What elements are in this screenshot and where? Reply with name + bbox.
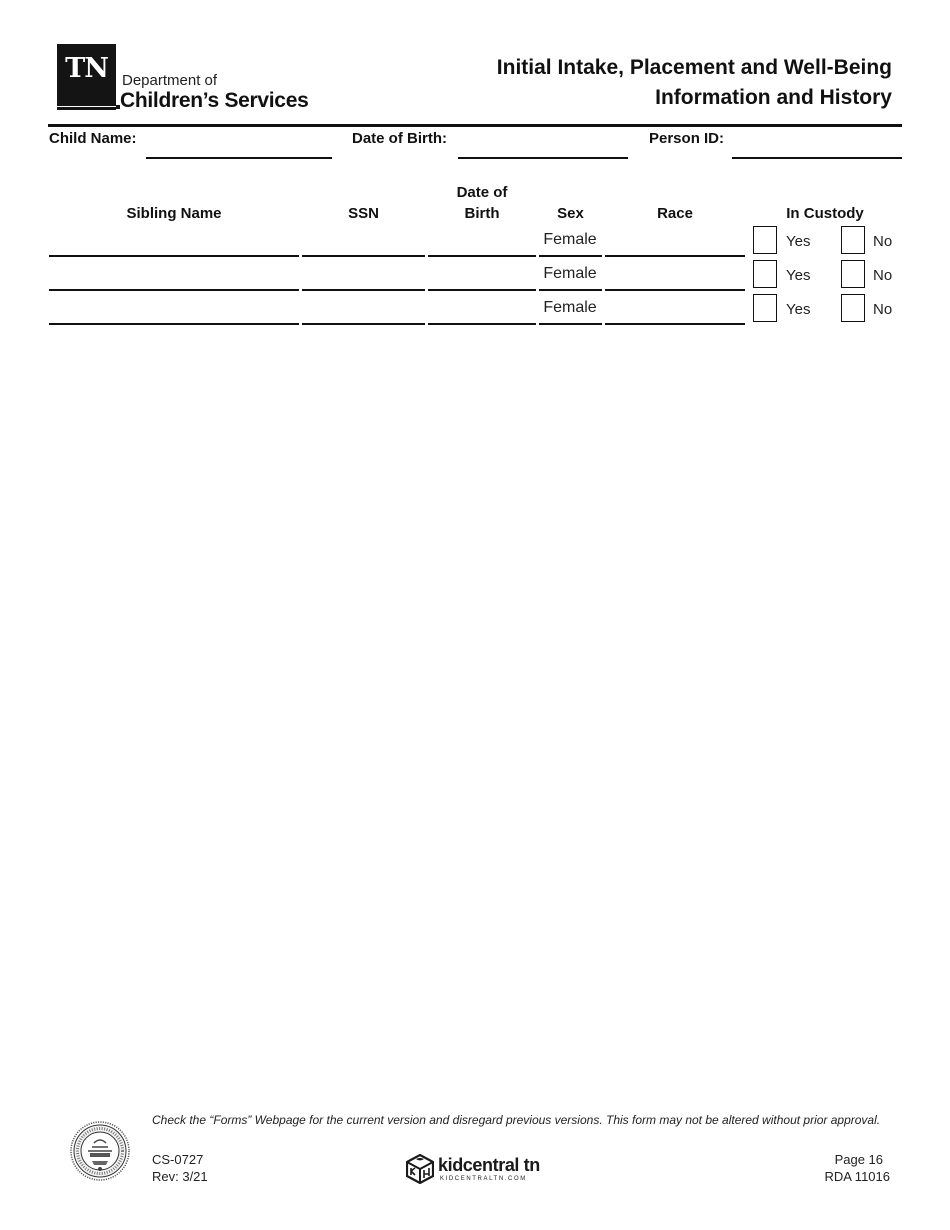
kidcentral-cube-icon [406,1154,434,1184]
sibling-dob-field[interactable] [428,255,536,257]
custody-no-label: No [873,267,893,284]
sibling-name-field[interactable] [49,323,299,325]
state-seal-icon [70,1121,130,1181]
revision-date: Rev: 3/21 [152,1169,208,1184]
child-name-field[interactable] [146,157,332,159]
custody-no-label: No [873,301,893,318]
forms-notice: Check the “Forms” Webpage for the current version and disregard previous versions. This form may not be altered without prior approval. [152,1113,881,1127]
custody-yes-label: Yes [786,301,811,318]
custody-no-checkbox[interactable] [841,294,865,322]
col-race: Race [657,205,693,222]
custody-yes-checkbox[interactable] [753,226,777,254]
sibling-sex-select[interactable]: Female [543,265,597,282]
dept-name: Children’s Services [120,89,309,112]
sibling-ssn-field[interactable] [302,255,425,257]
dept-prefix: Department of [122,72,218,89]
sibling-ssn-field[interactable] [302,323,425,325]
col-dob-line1: Date of [456,184,508,201]
dob-field[interactable] [458,157,628,159]
form-title-line2: Information and History [655,86,892,109]
custody-no-label: No [873,233,893,250]
custody-yes-checkbox[interactable] [753,260,777,288]
sex-underline [539,323,602,325]
col-in-custody: In Custody [786,205,864,222]
sibling-sex-select[interactable]: Female [543,231,597,248]
custody-no-checkbox[interactable] [841,226,865,254]
custody-no-checkbox[interactable] [841,260,865,288]
page-number: Page 16 [834,1152,883,1167]
person-id-label: Person ID: [649,130,725,147]
person-id-field[interactable] [732,157,902,159]
rda-number: RDA 11016 [824,1169,890,1184]
sibling-ssn-field[interactable] [302,289,425,291]
tn-logo-text: TN [65,53,108,84]
sex-underline [539,289,602,291]
col-dob-line2: Birth [464,205,500,222]
col-sibling-name: Sibling Name [126,205,222,222]
col-sex: Sex [557,205,584,222]
sibling-name-field[interactable] [49,289,299,291]
sibling-dob-field[interactable] [428,289,536,291]
logo-rule [57,103,116,106]
kidcentral-url: KIDCENTRALTN.COM [440,1176,527,1182]
logo-rule [57,107,116,110]
sex-underline [539,255,602,257]
sibling-race-field[interactable] [605,289,745,291]
kidcentral-wordmark: kidcentral tn [438,1155,540,1175]
col-ssn: SSN [348,205,379,222]
form-title-line1: Initial Intake, Placement and Well-Being [496,56,892,79]
sibling-dob-field[interactable] [428,323,536,325]
header-divider [48,124,902,127]
custody-yes-label: Yes [786,233,811,250]
sibling-race-field[interactable] [605,323,745,325]
dob-label: Date of Birth: [352,130,447,147]
sibling-race-field[interactable] [605,255,745,257]
sibling-name-field[interactable] [49,255,299,257]
sibling-sex-select[interactable]: Female [543,299,597,316]
form-number: CS-0727 [152,1152,204,1167]
custody-yes-checkbox[interactable] [753,294,777,322]
custody-yes-label: Yes [786,267,811,284]
child-name-label: Child Name: [49,130,137,147]
